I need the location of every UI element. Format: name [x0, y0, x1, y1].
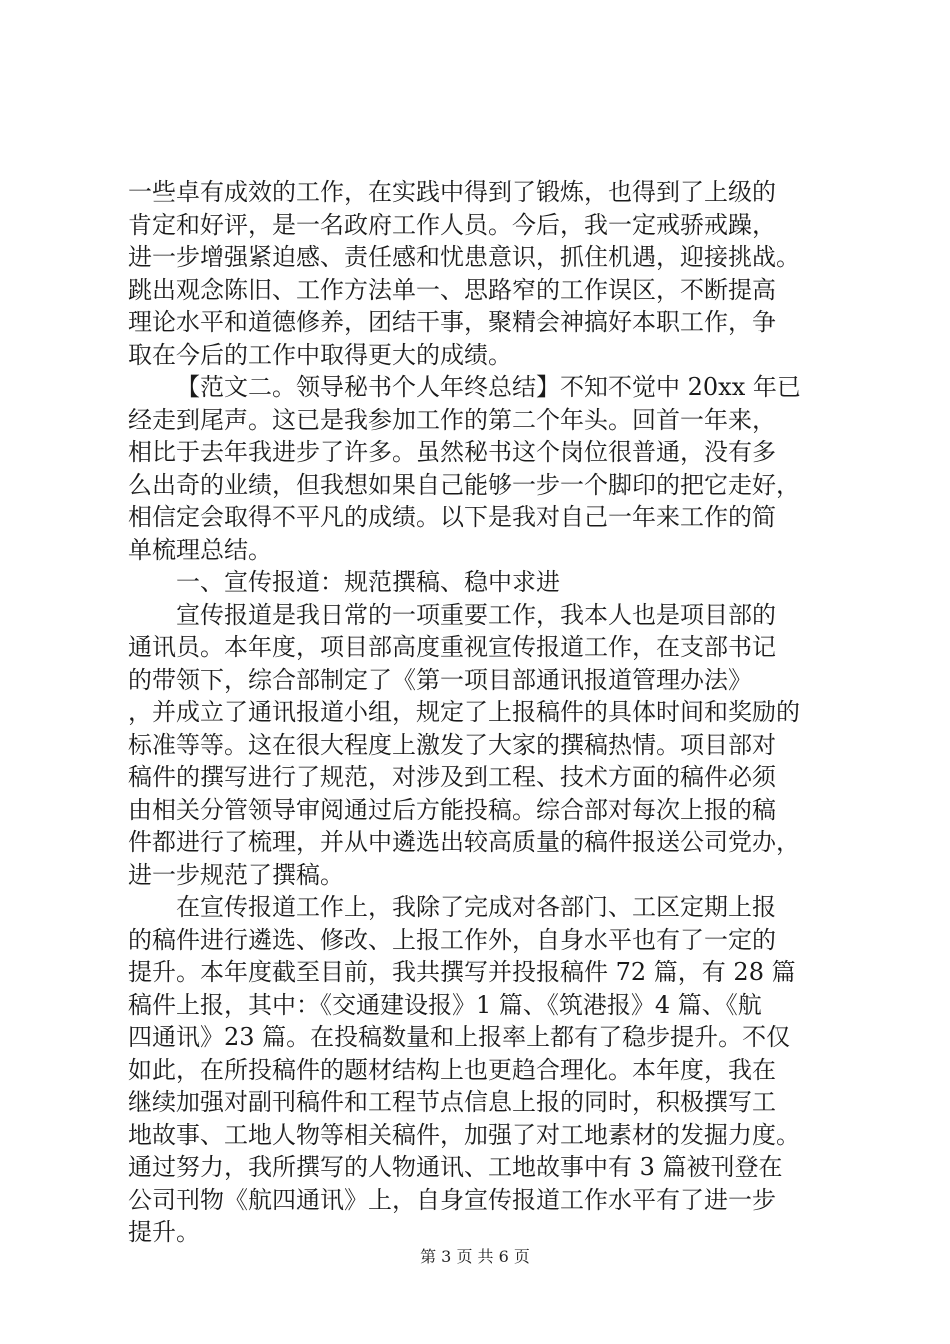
- text-line: 提升。: [128, 1218, 200, 1246]
- text-line: 一些卓有成效的工作，在实践中得到了锻炼，也得到了上级的: [128, 178, 776, 206]
- text-line: 四通讯》23 篇。在投稿数量和上报率上都有了稳步提升。不仅: [128, 1023, 791, 1051]
- text-line: 稿件的撰写进行了规范，对涉及到工程、技术方面的稿件必须: [128, 763, 776, 791]
- text-line: 的稿件进行遴选、修改、上报工作外，自身水平也有了一定的: [128, 925, 776, 954]
- text-line: 取在今后的工作中取得更大的成绩。: [128, 340, 512, 369]
- paragraph-start-line: 宣传报道是我日常的一项重要工作，我本人也是项目部的: [176, 600, 776, 629]
- text-line: 单梳理总结。: [128, 535, 272, 564]
- text-line: 通过努力，我所撰写的人物通讯、工地故事中有 3 篇被刊登在: [128, 1153, 783, 1181]
- page-number-footer: 第 3 页 共 6 页: [420, 1247, 530, 1266]
- text-line: 稿件上报，其中：《交通建设报》1 篇、《筑港报》4 篇、《航: [128, 990, 762, 1019]
- paragraph-start-line: 在宣传报道工作上，我除了完成对各部门、工区定期上报: [176, 893, 776, 921]
- text-line: 标准等等。这在很大程度上激发了大家的撰稿热情。项目部对: [128, 730, 776, 759]
- text-line: 继续加强对副刊稿件和工程节点信息上报的同时，积极撰写工: [128, 1088, 776, 1116]
- text-line: 进一步增强紧迫感、责任感和忧患意识，抓住机遇，迎接挑战。: [128, 243, 800, 271]
- paragraph-start-line: 【范文二。领导秘书个人年终总结】不知不觉中 20xx 年已: [176, 373, 801, 401]
- text-line: ，并成立了通讯报道小组，规定了上报稿件的具体时间和奖励的: [128, 698, 800, 726]
- section-heading: 一、宣传报道：规范撰稿、稳中求进: [176, 568, 560, 596]
- text-line: 如此，在所投稿件的题材结构上也更趋合理化。本年度，我在: [128, 1055, 776, 1084]
- text-line: 相比于去年我进步了许多。虽然秘书这个岗位很普通，没有多: [128, 438, 776, 466]
- text-line: 理论水平和道德修养，团结干事，聚精会神搞好本职工作，争: [128, 308, 776, 336]
- text-line: 提升。本年度截至目前，我共撰写并投报稿件 72 篇，有 28 篇: [128, 958, 796, 986]
- text-line: 通讯员。本年度，项目部高度重视宣传报道工作，在支部书记: [128, 633, 776, 661]
- text-line: 件都进行了梳理，并从中遴选出较高质量的稿件报送公司党办，: [128, 828, 800, 856]
- text-line: 地故事、工地人物等相关稿件，加强了对工地素材的发掘力度。: [128, 1120, 800, 1149]
- text-line: 进一步规范了撰稿。: [128, 860, 344, 889]
- text-line: 由相关分管领导审阅通过后方能投稿。综合部对每次上报的稿: [128, 795, 776, 824]
- text-line: 肯定和好评，是一名政府工作人员。今后，我一定戒骄戒躁，: [128, 210, 776, 239]
- text-line: 跳出观念陈旧、工作方法单一、思路窄的工作误区，不断提高: [128, 275, 776, 304]
- text-line: 么出奇的业绩，但我想如果自己能够一步一个脚印的把它走好，: [128, 470, 800, 499]
- text-line: 的带领下，综合部制定了《第一项目部通讯报道管理办法》: [128, 665, 752, 694]
- text-line: 公司刊物《航四通讯》上，自身宣传报道工作水平有了进一步: [128, 1185, 776, 1214]
- document-body: [128, 176, 838, 1249]
- text-line: 相信定会取得不平凡的成绩。以下是我对自己一年来工作的简: [128, 503, 776, 531]
- text-line: 经走到尾声。这已是我参加工作的第二个年头。回首一年来，: [128, 405, 776, 434]
